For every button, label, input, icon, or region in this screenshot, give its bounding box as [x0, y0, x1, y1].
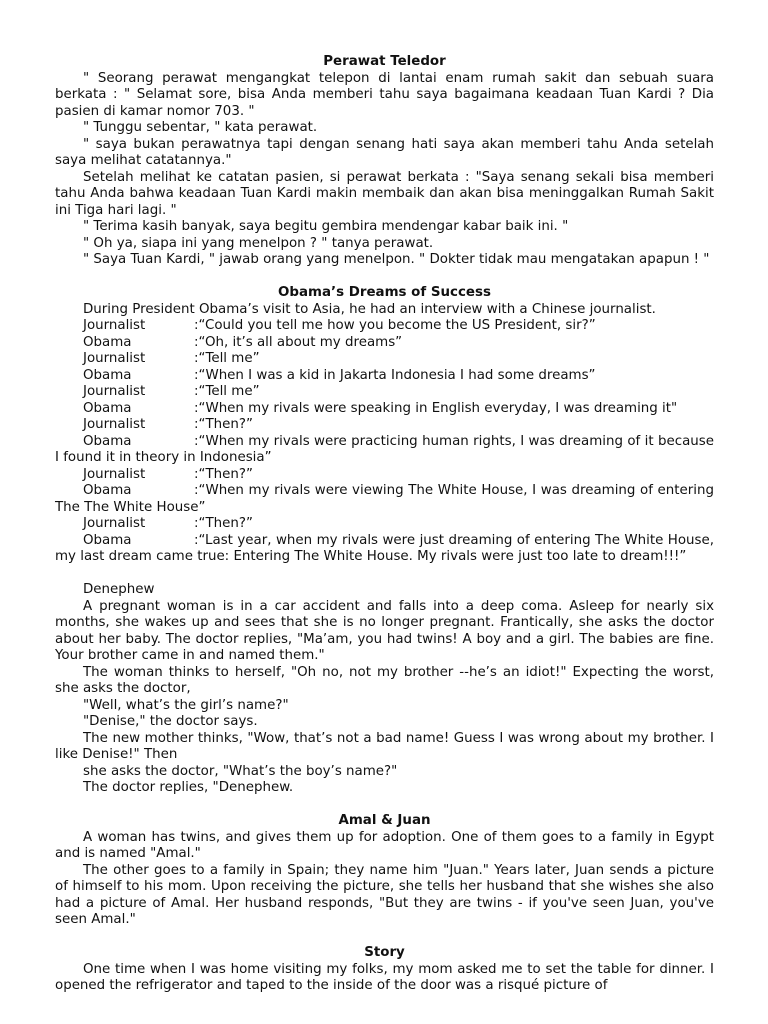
story-title-story: Story	[364, 945, 405, 960]
dialog-text: :“Then?”	[194, 516, 253, 531]
dialog-text: :“Then?”	[194, 417, 253, 432]
spacer	[55, 929, 714, 946]
dialog-line	[55, 417, 714, 434]
dialog-text: :“Tell me”	[194, 351, 260, 366]
dialog-text: :“Last year, when my rivals were just dreaming of entering The White House, my last dream came true: Entering The White House. My rivals were just too late to dream!!!”	[55, 532, 714, 564]
spacer	[55, 269, 714, 286]
story-title-perawat: Perawat Teledor	[323, 54, 446, 69]
paragraph: " Seorang perawat mengangkat telepon di lantai enam rumah sakit dan sebuah suara berkata : " Selamat sore, bisa Anda memberi tahu saya bagaimana keadaan Tuan Kardi ? Dia pasien di kamar nomor 703. "	[55, 70, 714, 119]
spacer	[55, 566, 714, 583]
paragraph: " Tunggu sebentar, " kata perawat.	[83, 120, 318, 135]
speaker: Journalist	[83, 384, 146, 399]
dialog-text: :“When my rivals were viewing The White House, I was dreaming of entering The The White House”	[55, 483, 714, 515]
speaker: Obama	[83, 400, 132, 416]
speaker: Journalist	[83, 417, 146, 432]
speaker: Obama	[83, 532, 132, 548]
paragraph: A woman has twins, and gives them up for adoption. One of them goes to a family in Egypt and is named "Amal."	[55, 829, 714, 861]
speaker: Journalist	[83, 351, 146, 366]
paragraph: " Terima kasih banyak, saya begitu gembira mendengar kabar baik ini. "	[83, 219, 569, 234]
dialog-text: :“When my rivals were practicing human rights, I was dreaming of it because I found it in theory in Indonesia”	[55, 433, 714, 465]
dialog-line	[55, 467, 714, 484]
dialog-line	[55, 318, 714, 335]
speaker: Obama	[83, 433, 132, 449]
dialog-line	[55, 384, 714, 401]
paragraph: One time when I was home visiting my folks, my mom asked me to set the table for dinner. I opened the refrigerator and taped to the inside of the door was a risqué picture of	[55, 961, 714, 993]
paragraph: she asks the doctor, "What’s the boy’s name?"	[83, 763, 398, 779]
story-title-amal-juan: Amal & Juan	[338, 813, 431, 828]
paragraph: During President Obama’s visit to Asia, he had an interview with a Chinese journalist.	[83, 301, 656, 317]
dialog-line	[55, 351, 714, 368]
paragraph: The other goes to a family in Spain; they name him "Juan." Years later, Juan sends a picture of himself to his mom. Upon receiving the picture, she tells her husband that she wishes she also had a picture of Amal. Her husband responds, "But they are twins - if you've seen Juan, you've seen Amal."	[55, 862, 714, 927]
dialog-line	[55, 533, 714, 566]
document-page	[55, 54, 714, 995]
spacer	[55, 797, 714, 814]
dialog-text: :“Could you tell me how you become the US President, sir?”	[194, 318, 596, 333]
paragraph: " Oh ya, siapa ini yang menelpon ? " tanya perawat.	[83, 235, 434, 251]
speaker: Obama	[83, 367, 132, 383]
dialog-text: :“When I was a kid in Jakarta Indonesia I had some dreams”	[194, 367, 596, 383]
dialog-line	[55, 483, 714, 516]
paragraph: Setelah melihat ke catatan pasien, si perawat berkata : "Saya senang sekali bisa memberi tahu Anda bahwa keadaan Tuan Kardi makin membaik dan akan bisa meninggalkan Rumah Sakit ini Tiga hari lagi. "	[55, 169, 714, 218]
dialog-line	[55, 335, 714, 352]
paragraph: The new mother thinks, "Wow, that’s not a bad name! Guess I was wrong about my brother. I like Denise!" Then	[55, 730, 714, 762]
dialog-text: :“When my rivals were speaking in English everyday, I was dreaming it"	[194, 400, 678, 416]
story-title-denephew: Denephew	[83, 582, 155, 597]
paragraph: The doctor replies, "Denephew.	[83, 780, 294, 795]
dialog-text: :“Then?”	[194, 466, 253, 482]
paragraph: "Denise," the doctor says.	[83, 714, 258, 729]
speaker: Journalist	[83, 466, 146, 482]
paragraph: " saya bukan perawatnya tapi dengan senang hati saya akan memberi tahu Anda setelah saya melihat catatannya."	[55, 136, 714, 168]
dialog-line	[55, 401, 714, 418]
story-title-obama: Obama’s Dreams of Success	[278, 285, 491, 300]
speaker: Journalist	[83, 318, 146, 333]
paragraph: The woman thinks to herself, "Oh no, not my brother --he’s an idiot!" Expecting the worst, she asks the doctor,	[55, 664, 714, 696]
dialog-text: :“Tell me”	[194, 384, 260, 399]
paragraph: "Well, what’s the girl’s name?"	[83, 697, 289, 713]
paragraph: " Saya Tuan Kardi, " jawab orang yang menelpon. " Dokter tidak mau mengatakan apapun ! "	[83, 252, 710, 267]
dialog-line	[55, 368, 714, 385]
dialog-text: :“Oh, it’s all about my dreams”	[194, 334, 403, 350]
dialog-line	[55, 516, 714, 533]
speaker: Obama	[83, 334, 132, 350]
dialog-line	[55, 434, 714, 467]
paragraph: A pregnant woman is in a car accident and falls into a deep coma. Asleep for nearly six months, she wakes up and sees that she is no longer pregnant. Frantically, she asks the doctor about her baby. The doctor replies, "Ma’am, you had twins! A boy and a girl. The babies are fine. Your brother came in and named them."	[55, 598, 714, 663]
speaker: Journalist	[83, 516, 146, 531]
speaker: Obama	[83, 483, 132, 498]
